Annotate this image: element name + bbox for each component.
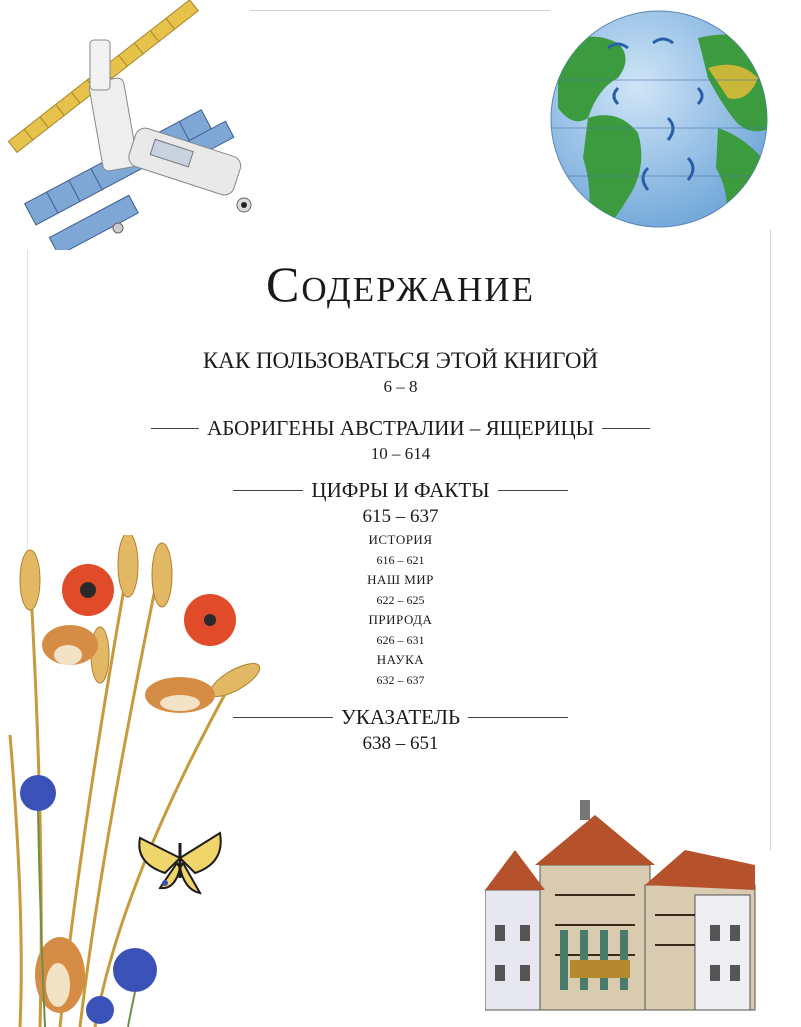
rule-left [233, 490, 303, 491]
page-title: Содержание [266, 256, 535, 312]
globe-theatre-illustration [485, 795, 757, 1020]
toc-entry-label: АБОРИГЕНЫ АВСТРАЛИИ – ЯЩЕРИЦЫ [207, 416, 594, 440]
space-station-illustration [0, 0, 275, 250]
toc-subentry-pages: 632 – 637 [376, 673, 425, 687]
frame-line-top [250, 10, 550, 11]
toc-subentry-label: ПРИРОДА [368, 612, 433, 627]
toc-subentry-label: НАШ МИР [367, 572, 434, 587]
toc-entry[interactable] [0, 478, 801, 528]
rule-right [498, 490, 568, 491]
toc-entry-label: ЦИФРЫ И ФАКТЫ [311, 478, 490, 502]
toc-subentry-label: ИСТОРИЯ [368, 532, 433, 547]
toc-entry-label: КАК ПОЛЬЗОВАТЬСЯ ЭТОЙ КНИГОЙ [202, 348, 599, 373]
wheat-mice-illustration [0, 535, 280, 1027]
globe-illustration [548, 8, 770, 230]
rule-right [468, 717, 568, 718]
toc-entry[interactable] [0, 416, 801, 464]
toc-entry[interactable] [0, 348, 801, 397]
toc-entry-pages: 615 – 637 [362, 506, 439, 527]
toc-subentry-pages: 622 – 625 [376, 593, 425, 607]
butterfly-illustration [135, 828, 225, 898]
rule-left [151, 428, 199, 429]
rule-right [602, 428, 650, 429]
toc-subentry-pages: 616 – 621 [376, 553, 425, 567]
toc-entry-pages: 6 – 8 [383, 377, 418, 396]
toc-entry-label: УКАЗАТЕЛЬ [340, 705, 461, 729]
toc-entry-pages: 638 – 651 [362, 733, 439, 754]
toc-subentry-pages: 626 – 631 [376, 633, 425, 647]
toc-entry-pages: 10 – 614 [370, 444, 431, 463]
toc-subentry-label: НАУКА [376, 652, 425, 667]
